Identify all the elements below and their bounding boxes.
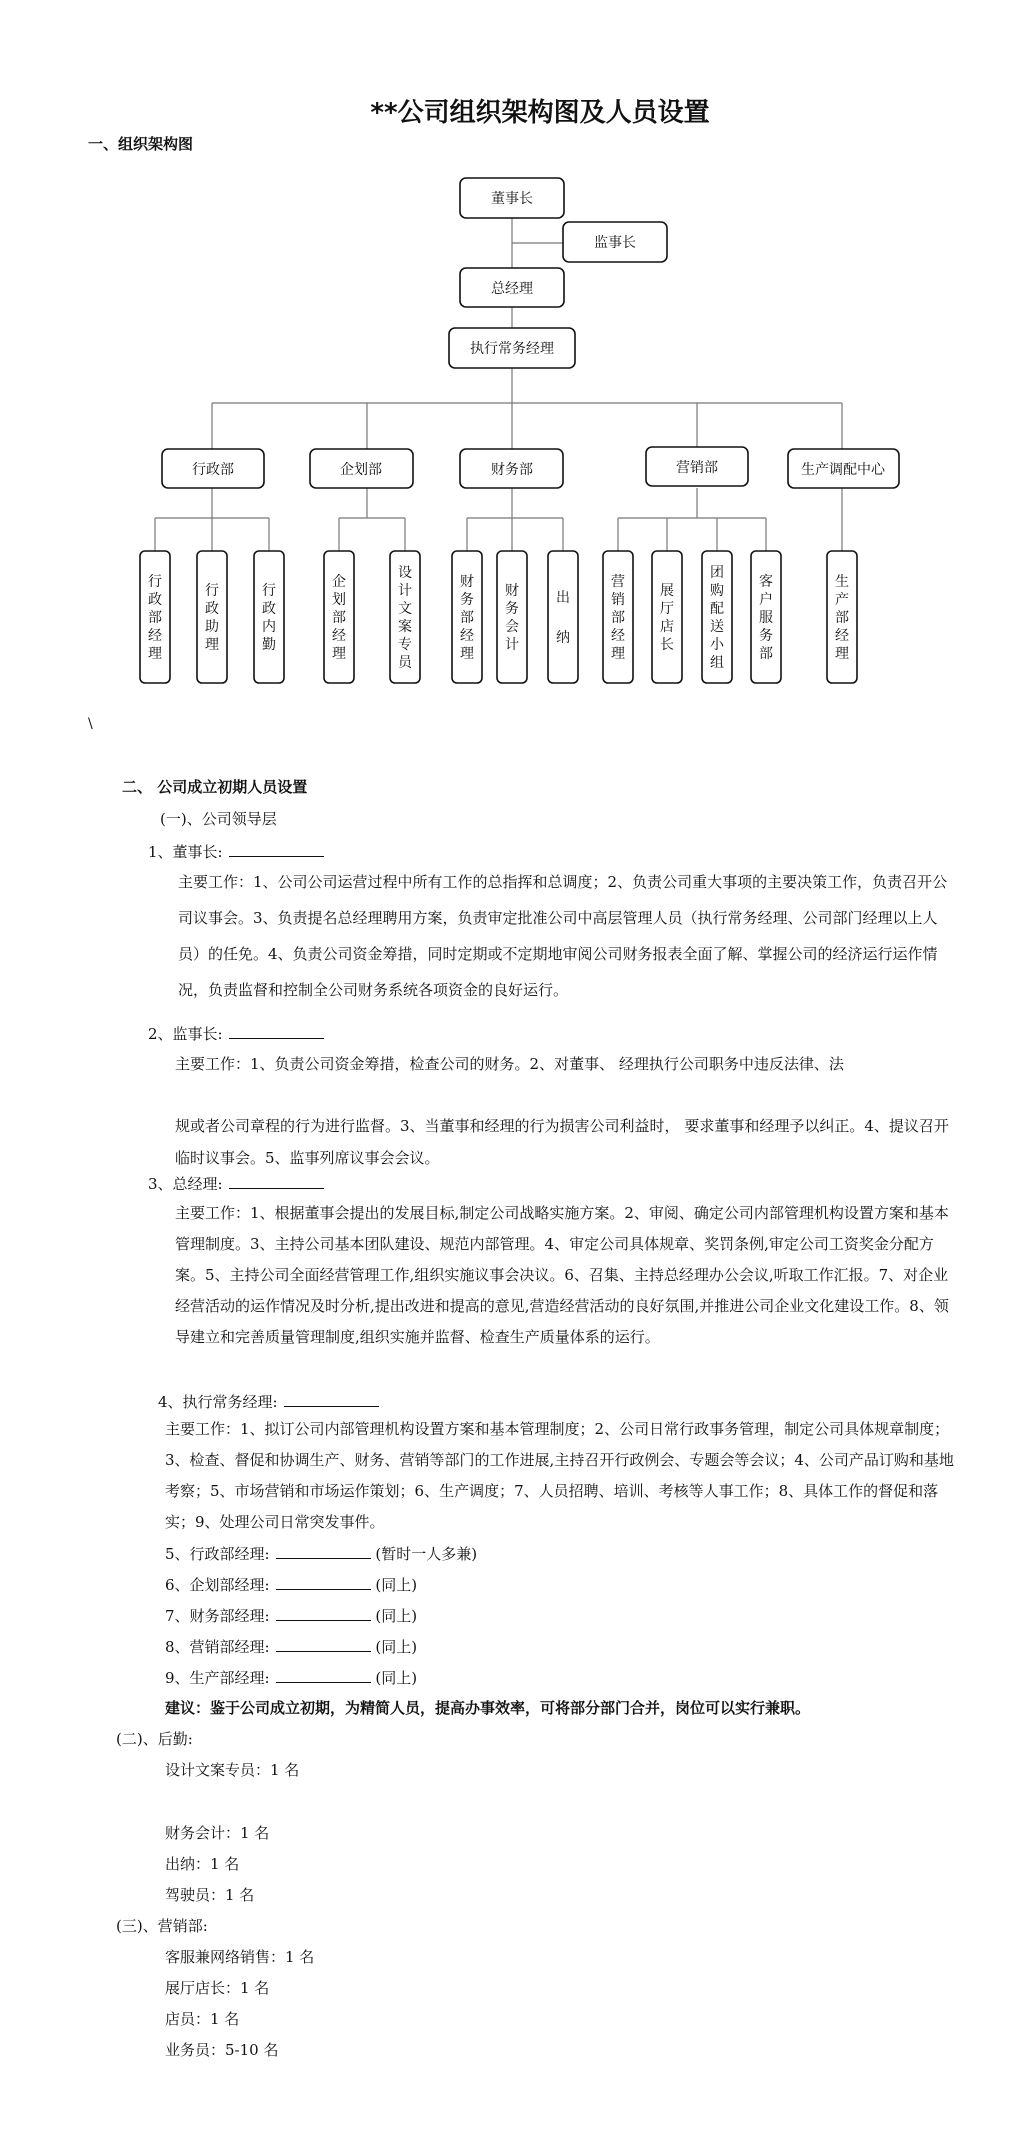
position-box (254, 551, 284, 683)
logistics-item: 驾驶员：1 名 (165, 1886, 255, 1904)
manager-note: (同上) (375, 1638, 418, 1656)
blank-line (276, 1635, 371, 1652)
dept-label-finance: 财务部 (491, 462, 533, 478)
position-label: 生产部经理 (835, 574, 849, 662)
exec-duty: 主要工作：1、拟订公司内部管理机构设置方案和基本管理制度；2、公司日常行政事务管理，制定公司具体规章制度；3、检查、督促和协调生产、财务、营销等部门的工作进展,主持召开行政例会、专题会等会议；4、公司产品订购和基地考察；5、市场营销和市场运作策划；6、生产调度；7、人员招聘、培训、考核等人事工作；8、具体工作的督促和落实；9、处理公司日常突发事件。 (165, 1420, 954, 1531)
gm-label: 总经理 (491, 281, 533, 297)
position-box (197, 551, 227, 683)
chairman-label: 董事长 (491, 191, 533, 207)
manager-note: (同上) (375, 1607, 418, 1625)
manager-note: (同上) (375, 1576, 418, 1594)
position-label: 出纳 (556, 590, 570, 646)
gm-duty: 主要工作：1、根据董事会提出的发展目标,制定公司战略实施方案。2、审阅、确定公司内部管理机构设置方案和基本管理制度。3、主持公司基本团队建设、规范内部管理。4、审定公司具体规章、奖罚条例,审定公司工资奖金分配方案。5、主持公司全面经营管理工作,组织实施议事会决议。6、召集、主持总经理办公会议,听取工作汇报。7、对企业经营活动的运作情况及时分析,提出改进和提高的意见,营造经营活动的良好氛围,并推进公司企业文化建设工作。8、领导建立和完善质量管理制度,组织实施并监督、检查生产质量体系的运行。 (175, 1204, 949, 1346)
manager-item-planning (165, 1573, 417, 1595)
manager-label: 9、生产部经理: (165, 1669, 270, 1687)
supervisor-item (148, 1022, 324, 1044)
position-label: 财务部经理 (460, 574, 474, 662)
marketing-item: 展厅店长：1 名 (165, 1979, 270, 1997)
exec-gm-label: 执行常务经理 (470, 341, 554, 357)
marketing-item: 客服兼网络销售：1 名 (165, 1948, 315, 1966)
manager-note: (同上) (375, 1669, 418, 1687)
exec-item (158, 1390, 379, 1412)
chairman-item (148, 840, 324, 862)
blank-line (276, 1573, 371, 1590)
position-label: 客户服务部 (759, 574, 773, 662)
position-label: 展厅店长 (660, 583, 674, 653)
blank-line (276, 1604, 371, 1621)
position-label: 团购配送小组 (710, 565, 724, 671)
position-label: 营销部经理 (611, 574, 625, 662)
gm-item-label: 3、总经理: (148, 1175, 223, 1193)
stray-mark: \ (88, 716, 93, 732)
manager-label: 7、财务部经理: (165, 1607, 270, 1625)
manager-item-production (165, 1666, 417, 1688)
supervisor-label: 监事长 (594, 235, 636, 251)
section-staffing-heading: 二、 公司成立初期人员设置 (122, 778, 308, 796)
logistics-item: 出纳：1 名 (165, 1855, 240, 1873)
blank-line (276, 1542, 371, 1559)
manager-label: 6、企划部经理: (165, 1576, 270, 1594)
chairman-item-label: 1、董事长: (148, 843, 223, 861)
marketing-item: 业务员：5-10 名 (165, 2041, 279, 2059)
position-label: 财务会计 (505, 583, 519, 653)
marketing-heading: (三)、营销部: (116, 1917, 208, 1935)
chairman-duty: 主要工作：1、公司公司运营过程中所有工作的总指挥和总调度；2、负责公司重大事项的主要决策工作，负责召开公司议事会。3、负责提名总经理聘用方案，负责审定批准公司中高层管理人员（执行常务经理、公司部门经理以上人员）的任免。4、负责公司资金筹措，同时定期或不定期地审阅公司财务报表全面了解、掌握公司的经济运行运作情况，负责监督和控制全公司财务系统各项资金的良好运行。 (178, 873, 948, 999)
leadership-heading: (一)、公司领导层 (160, 810, 277, 828)
position-box (497, 551, 527, 683)
position-boxes (140, 551, 857, 683)
manager-item-admin (165, 1542, 477, 1564)
org-chart (0, 0, 1024, 720)
position-label: 企划部经理 (332, 574, 346, 662)
blank-line (229, 840, 324, 857)
dept-label-planning: 企划部 (340, 462, 382, 478)
supervisor-item-label: 2、监事长: (148, 1025, 223, 1043)
manager-label: 8、营销部经理: (165, 1638, 270, 1656)
logistics-item: 设计文案专员：1 名 (165, 1761, 300, 1779)
position-box (548, 551, 578, 683)
position-box (652, 551, 682, 683)
position-label: 行政助理 (205, 583, 219, 653)
blank-line (276, 1666, 371, 1683)
logistics-item: 财务会计：1 名 (165, 1824, 270, 1842)
supervisor-duty-1: 主要工作：1、负责公司资金筹措，检查公司的财务。2、对董事、 经理执行公司职务中违反法律、法 (175, 1055, 844, 1073)
blank-line (229, 1022, 324, 1039)
section-org-chart-heading: 一、组织架构图 (88, 135, 194, 153)
logistics-heading: (二)、后勤: (116, 1730, 193, 1748)
blank-line (284, 1390, 379, 1407)
suggestion: 建议：鉴于公司成立初期，为精简人员，提高办事效率，可将部分部门合并，岗位可以实行兼职。 (165, 1699, 811, 1717)
position-label: 行政部经理 (148, 574, 162, 662)
marketing-item: 店员：1 名 (165, 2010, 240, 2028)
position-label: 行政内勤 (262, 583, 276, 653)
dept-label-marketing: 营销部 (676, 460, 718, 476)
gm-item (148, 1172, 324, 1194)
manager-label: 5、行政部经理: (165, 1545, 270, 1563)
exec-item-label: 4、执行常务经理: (158, 1393, 278, 1411)
dept-label-production: 生产调配中心 (801, 462, 885, 478)
manager-item-finance (165, 1604, 417, 1626)
position-label: 设计文案专员 (398, 565, 412, 671)
blank-line (229, 1172, 324, 1189)
manager-item-marketing (165, 1635, 417, 1657)
dept-label-admin: 行政部 (192, 462, 234, 478)
manager-note: (暂时一人多兼) (375, 1545, 478, 1563)
page-title: **公司组织架构图及人员设置 (370, 98, 710, 128)
supervisor-duty-2: 规或者公司章程的行为进行监督。3、当董事和经理的行为损害公司利益时， 要求董事和经理予以纠正。4、提议召开临时议事会。5、监事列席议事会会议。 (175, 1117, 949, 1167)
